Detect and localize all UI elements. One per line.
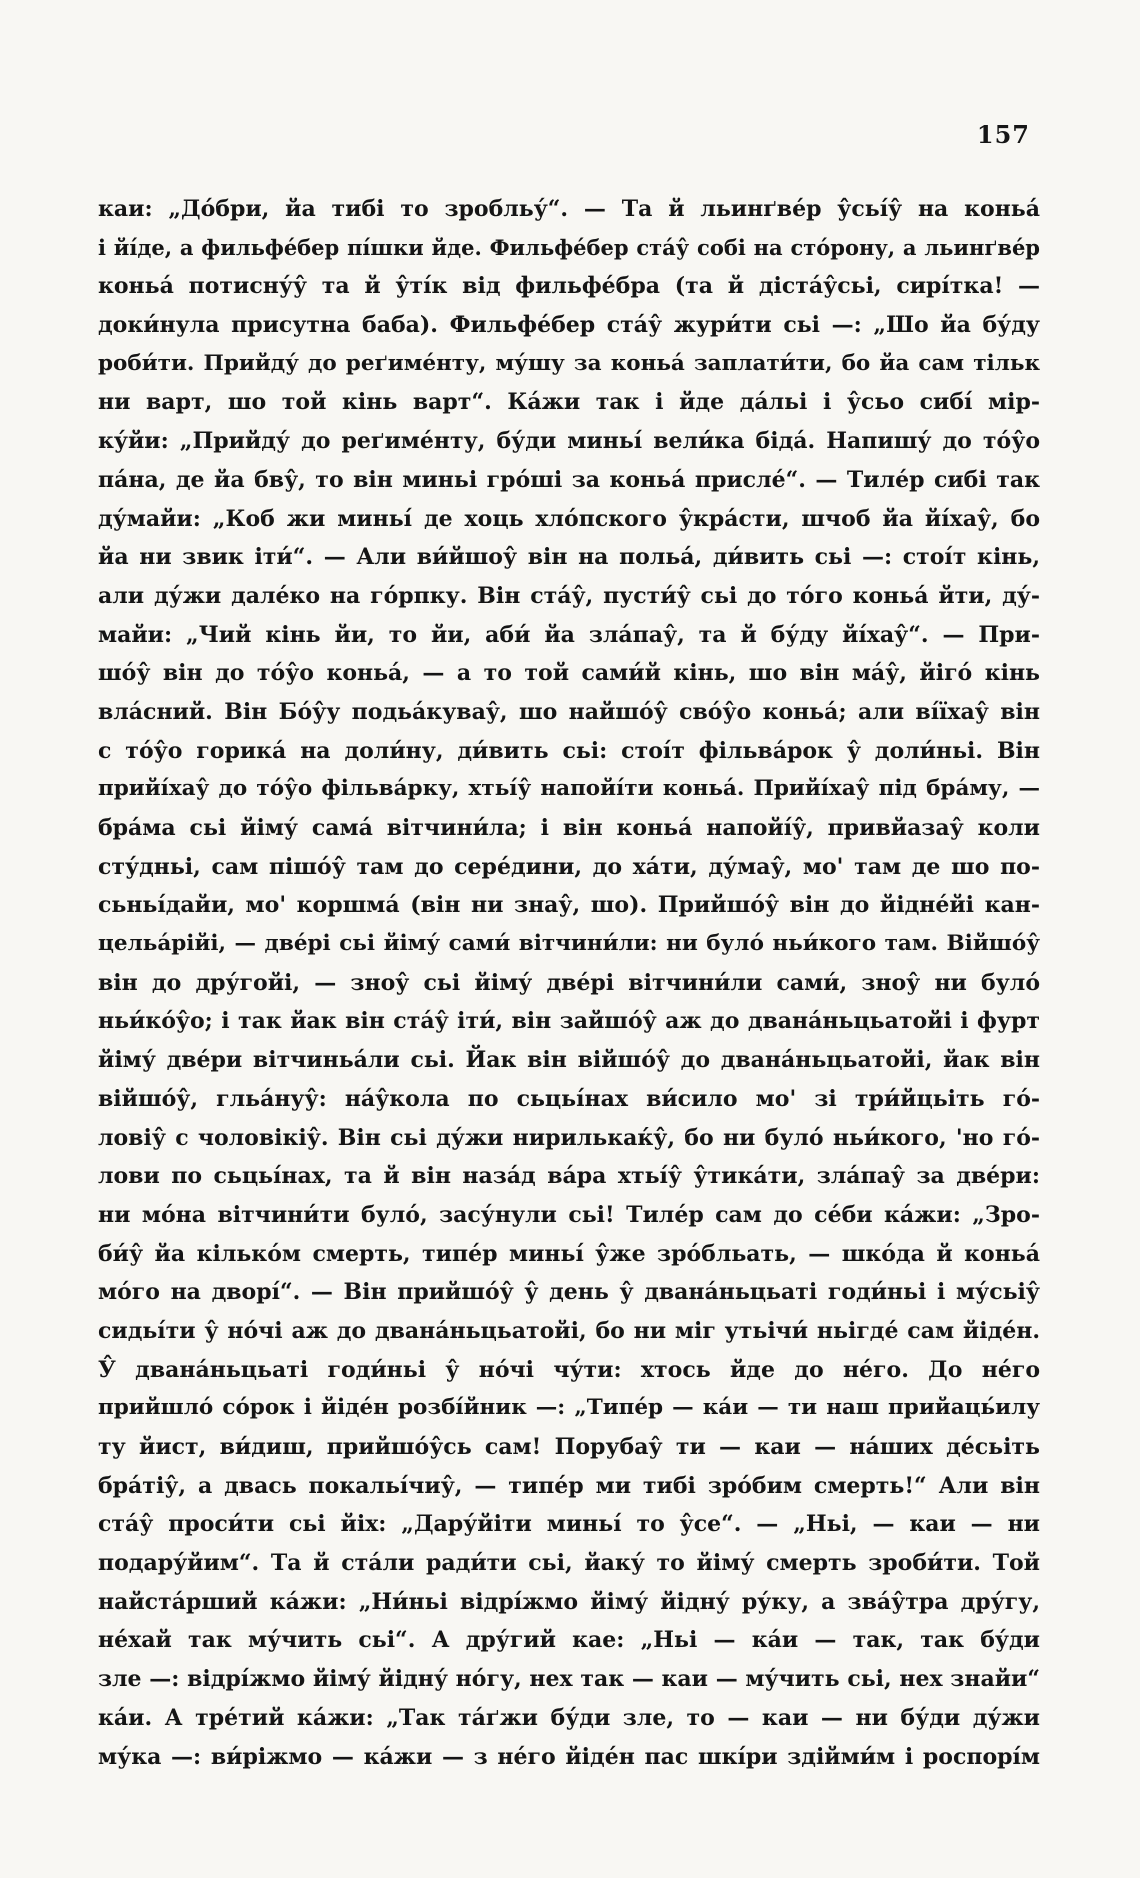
text-line: йа ни звик іти́“. — Али ви́йшоу̂ він на польа́, ди́вить сьі —: стоі́т кінь, [98, 544, 1040, 571]
text-line: ни мо́на вітчини́ти було́, засу́нули сьі! Тиле́р сам до се́би ка́жи: „Зро- [98, 1201, 1040, 1228]
text-line: с то́у̂о горика́ на доли́ну, ди́вить сьі: стоі́т фільва́рок у̂ доли́ньі. Він [98, 737, 1040, 764]
text-line: сидьі́ти у̂ но́чі аж до двана́ньцьатойі, бо ни міг утьічи́ ньігде́ сам йіде́н. [98, 1317, 1040, 1344]
text-line: шо́у̂ він до то́у̂о коньа́, — а то той сами́й кінь, шо він ма́у̂, йіго́ кінь [98, 660, 1040, 687]
text-line: сьньі́дайи, мо' коршма́ (він ни знау̂, шо). Прийшо́у̂ він до йідне́йі кан- [98, 892, 1040, 919]
text-line: війшо́у̂, гльа́нуу̂: на́у̂кола по сьцьі́нах ви́сило мо' зі три́йцьіть го́- [98, 1085, 1040, 1112]
text-line: ловіу̂ с чоловікіу̂. Він сьі ду́жи нирилькаќу̂, бо ни було́ ньи́кого, 'но го́- [98, 1124, 1040, 1151]
text-line: він до дру́гойі, — зноу̂ сьі йіму́ две́рі вітчини́ли сами́, зноу̂ ни було́ [98, 969, 1040, 996]
text-line: ка́и. А тре́тий ка́жи: „Так та́ґжи бу́ди зле, то — каи — ни бу́ди ду́жи [98, 1704, 1040, 1731]
text-line: У̂ двана́ньцьаті годи́ньі у̂ но́чі чу́ти: хтось йде до не́го. До не́го [98, 1356, 1040, 1383]
text-line: роби́ти. Прийду́ до реґиме́нту, му́шу за коньа́ заплати́ти, бо йа сам тільк [98, 350, 1040, 376]
text-line: ста́у̂ проси́ти сьі йіх: „Дару́йіти миньі́ то у̂се“. — „Ньі, — каи — ни [98, 1511, 1040, 1538]
text-line: му́ка —: ви́ріжмо — ка́жи — з не́го йіде́н пас шкі́ри здійми́м і роспорі́м [98, 1743, 1040, 1770]
text-line: каи: „До́бри, йа тибі то зробльу́“. — Та й льинґве́р у̂сьі́у̂ на коньа́ [98, 196, 1040, 222]
text-line: прийшло́ со́рок і йіде́н розбі́йник —: „Типе́р — ка́и — ти наш прийаць́илу [98, 1395, 1040, 1421]
text-line: ту йист, ви́диш, прийшо́у̂сь сам! Порубау̂ ти — каи — на́ших де́сьіть [98, 1434, 1040, 1460]
text-line: ньи́ко́у̂о; і так йак він ста́у̂ іти́, він зайшо́у̂ аж до двана́ньцьатойі і фурт [98, 1008, 1040, 1035]
text-line: бра́ма сьі йіму́ сама́ вітчини́ла; і він коньа́ напойі́у̂, привйазау̂ коли [98, 815, 1040, 841]
text-line: ку́йи: „Прийду́ до реґиме́нту, бу́ди миньі́ вели́ка біда́. Напишу́ до то́у̂о [98, 428, 1040, 455]
text-line: бра́тіу̂, а двась покальі́чиу̂, — типе́р ми тибі зро́бим смерть!“ Али він [98, 1472, 1040, 1499]
text-line: цельа́рійі, — две́рі сьі йіму́ сами́ вітчини́ли: ни було́ ньи́кого там. Війшо́у̂ [98, 931, 1040, 957]
text-line: па́на, де йа бву̂, то він миньі гро́ші за коньа́ присле́“. — Тиле́р сибі так [98, 466, 1040, 493]
text-line: найста́рший ка́жи: „Ни́ньі відрі́жмо йіму́ йідну́ ру́ку, а зва́у̂тра дру́гу, [98, 1588, 1040, 1615]
text-line: лови по сьцьі́нах, та й він наза́д ва́ра хтьі́у̂ у̂тика́ти, зла́пау̂ за две́ри: [98, 1163, 1040, 1190]
text-line: вла́сний. Він Бо́у̂у подьа́кувау̂, шо найшо́у̂ сво́у̂о коньа́; али ві́їхау̂ він [98, 698, 1040, 725]
text-line: і йі́де, а фильфе́бер пі́шки йде. Фильфе́бер ста́у̂ собі на сто́рону, а льинґве́р [98, 234, 1040, 260]
text-line: ду́майи: „Коб жи миньі́ де хоць хло́пского у̂кра́сти, шчоб йа йі́хау̂, бо [98, 505, 1040, 532]
text-line: йіму́ две́ри вітчиньа́ли сьі. Йак він війшо́у̂ до двана́ньцьатойі, йак він [98, 1047, 1040, 1074]
text-line: коньа́ потисну́у̂ та й у̂ті́к від фильфе́бра (та й діста́у̂сьі, сирі́тка! — [98, 273, 1040, 300]
page-number: 157 [976, 120, 1030, 149]
text-line: подару́йим“. Та й ста́ли ради́ти сьі, йаку́ то йіму́ смерть зроби́ти. Той [98, 1550, 1040, 1577]
text-line: ни варт, шо той кінь варт“. Ка́жи так і йде да́льі і у̂сьо сибі́ мір- [98, 389, 1040, 416]
text-line: не́хай так му́чить сьі“. А дру́гий кае: „Ньі — ка́и — так, так бу́ди [98, 1627, 1040, 1654]
text-line: би́у̂ йа кілько́м смерть, типе́р миньі́ у̂же зро́бльать, — шко́да й коньа́ [98, 1240, 1040, 1267]
text-line: сту́дньі, сам пішо́у̂ там до сере́дини, до ха́ти, ду́мау̂, мо' там де шо по- [98, 853, 1040, 880]
page-text [98, 190, 1040, 1776]
text-line: прийі́хау̂ до то́у̂о фільва́рку, хтьі́у̂ напойі́ти коньа́. Прийі́хау̂ під бра́му, — [98, 776, 1040, 802]
text-line: али ду́жи дале́ко на го́рпку. Він ста́у̂, пусти́у̂ сьі до то́го коньа́ йти, ду́- [98, 582, 1040, 609]
text-line: майи: „Чий кінь йи, то йи, аби́ йа зла́пау̂, та й бу́ду йі́хау̂“. — При- [98, 621, 1040, 648]
text-line: зле —: відрі́жмо йіму́ йідну́ но́гу, нех так — каи — му́чить сьі, нех знайи“ [98, 1666, 1040, 1693]
text-line: мо́го на дворі́“. — Він прийшо́у̂ у̂ день у̂ двана́ньцьаті годи́ньі і му́сьіу̂ [98, 1279, 1040, 1306]
text-line: доки́нула присутна баба). Фильфе́бер ста́у̂ жури́ти сьі —: „Шо йа бу́ду [98, 312, 1040, 339]
